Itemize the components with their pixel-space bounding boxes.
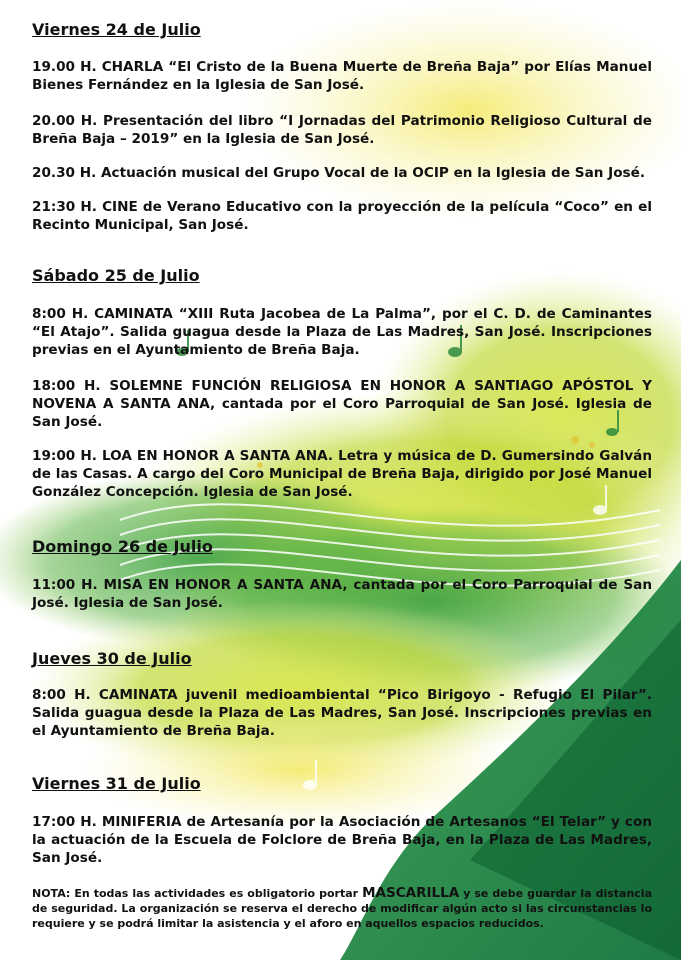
event-item: 19.00 H. CHARLA “El Cristo de la Buena Muerte de Breña Baja” por Elías Manuel Bienes Fernández en la Iglesia de San José.	[32, 59, 652, 93]
note-prefix: NOTA: En todas las actividades es obligatorio portar	[32, 887, 359, 900]
day-heading: Viernes 24 de Julio	[32, 20, 201, 39]
note-emphasis: MASCARILLA	[362, 885, 460, 901]
event-item: 21:30 H. CINE de Verano Educativo con la proyección de la película “Coco” en el Recinto Municipal, San José.	[32, 199, 652, 233]
day-heading: Jueves 30 de Julio	[32, 649, 192, 668]
event-item: 8:00 H. CAMINATA “XIII Ruta Jacobea de La Palma”, por el C. D. de Caminantes “El Atajo”. Salida guagua desde la Plaza de Las Madres, San José. Inscripciones previas en el Ayuntamiento de Breña Baja.	[32, 306, 652, 358]
day-heading: Sábado 25 de Julio	[32, 266, 200, 285]
day-heading: Domingo 26 de Julio	[32, 537, 213, 556]
note-suffix: y se debe guardar la distancia de seguridad. La organización se reserva el derecho de modificar algún acto si las circunstancias lo requiere y se podrá limitar la asistencia y el aforo en aquellos espacios reducidos.	[32, 887, 653, 930]
event-item: 18:00 H. SOLEMNE FUNCIÓN RELIGIOSA EN HONOR A SANTIAGO APÓSTOL Y NOVENA A SANTA ANA, cantada por el Coro Parroquial de San José. Iglesia de San José.	[32, 378, 652, 430]
event-item: 20.30 H. Actuación musical del Grupo Vocal de la OCIP en la Iglesia de San José.	[32, 165, 646, 181]
event-item: 17:00 H. MINIFERIA de Artesanía por la Asociación de Artesanos “El Telar” y con la actuación de la Escuela de Folclore de Breña Baja, en la Plaza de Las Madres, San José.	[32, 814, 652, 866]
note-text	[32, 886, 652, 931]
event-item: 8:00 H. CAMINATA juvenil medioambiental “Pico Birigoyo - Refugio El Pilar”. Salida guagua desde la Plaza de Las Madres, San José. Inscripciones previas en el Ayuntamiento de Breña Baja.	[32, 687, 652, 739]
event-item: 19:00 H. LOA EN HONOR A SANTA ANA. Letra y música de D. Gumersindo Galván de las Casas. A cargo del Coro Municipal de Breña Baja, dirigido por José Manuel González Concepción. Iglesia de San José.	[32, 448, 652, 500]
event-item: 20.00 H. Presentación del libro “I Jornadas del Patrimonio Religioso Cultural de Breña Baja – 2019” en la Iglesia de San José.	[32, 113, 652, 147]
day-heading: Viernes 31 de Julio	[32, 774, 201, 793]
event-item: 11:00 H. MISA EN HONOR A SANTA ANA, cantada por el Coro Parroquial de San José. Iglesia de San José.	[32, 577, 652, 611]
